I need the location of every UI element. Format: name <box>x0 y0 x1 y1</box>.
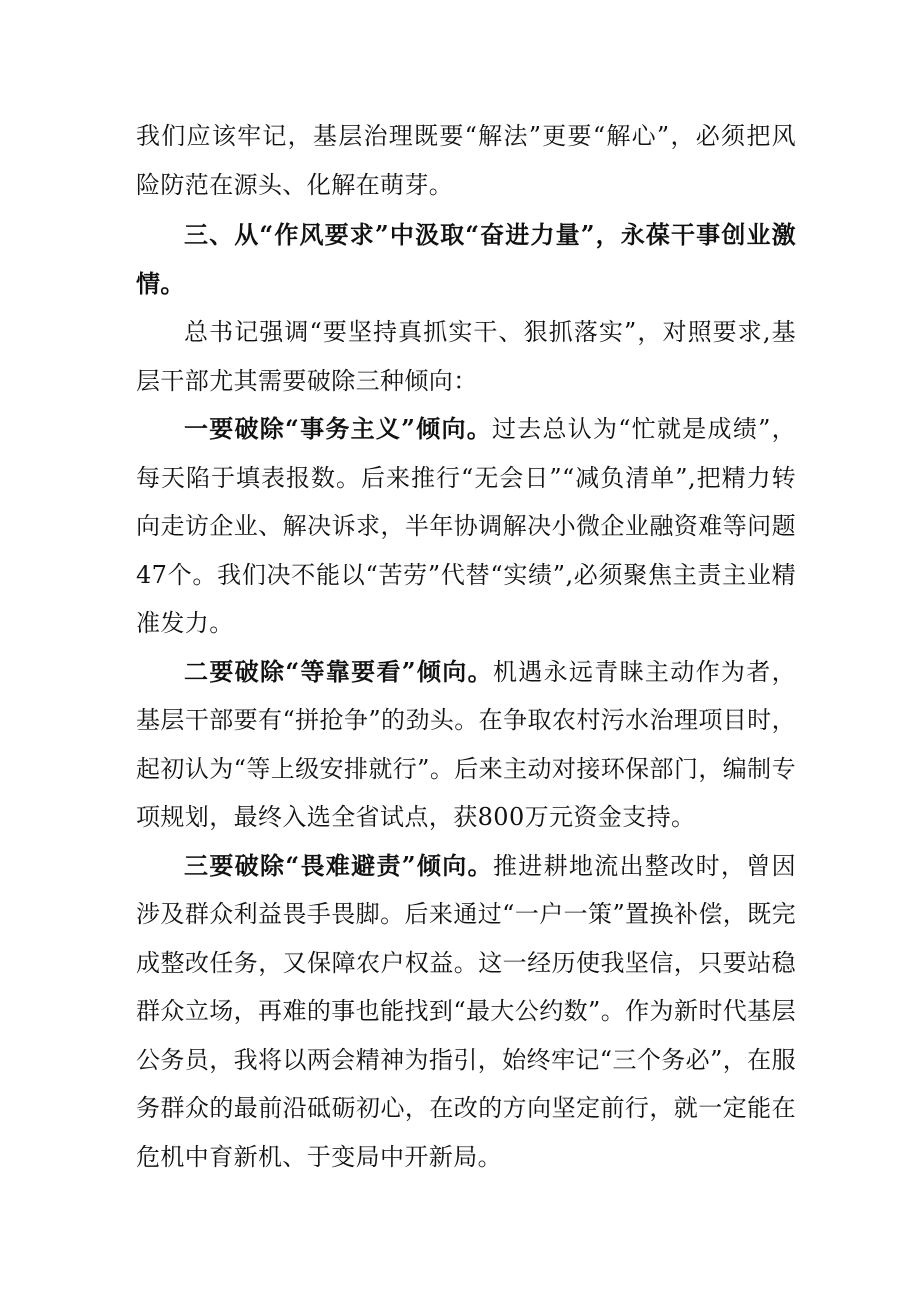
paragraph-point-1 <box>136 405 796 648</box>
paragraph-text: 总书记强调“要坚持真抓实干、狠抓落实”，对照要求,基层干部尤其需要破除三种倾向： <box>136 318 796 395</box>
paragraph-point-2 <box>136 648 796 842</box>
point-lead: 二要破除“等靠要看”倾向。 <box>184 656 493 686</box>
paragraph-point-3 <box>136 842 796 1182</box>
paragraph-text: 我们应该牢记，基层治理既要“解法”更要“解心”，必须把风险防范在源头、化解在萌芽。 <box>136 122 796 199</box>
paragraph-continuation <box>136 112 796 209</box>
point-lead: 一要破除“事务主义”倾向。 <box>184 414 492 443</box>
point-lead: 三要破除“畏难避责”倾向。 <box>184 850 493 880</box>
paragraph-text: 机遇永远青睐主动作为者，基层干部要有“拼抢争”的劲头。在争取农村污水治理项目时，起初认为“等上级安排就行”。后来主动对接环保部门，编制专项规划，最终入选全省试点，获800万元资金支持。 <box>136 657 796 831</box>
paragraph-text: 过去总认为“忙就是成绩”，每天陷于填表报数。后来推行“无会日”“减负清单”,把精力转向走访企业、解决诉求，半年协调解决小微企业融资难等问题47个。我们决不能以“苦劳”代替“实绩”,必须聚焦主责主业精准发力。 <box>136 415 796 637</box>
section-heading-3 <box>136 211 796 308</box>
section-heading-text: 三、从“作风要求”中汲取“奋进力量”，永葆干事创业激情。 <box>136 220 796 298</box>
document-body <box>136 112 796 1181</box>
paragraph-text: 推进耕地流出整改时，曾因涉及群众利益畏手畏脚。后来通过“一户一策”置换补偿，既完成整改任务，又保障农户权益。这一经历使我坚信，只要站稳群众立场，再难的事也能找到“最大公约数”。作为新时代基层公务员，我将以两会精神为指引，始终牢记“三个务必”，在服务群众的最前沿砥砺初心，在改的方向坚定前行，就一定能在危机中育新机、于变局中开新局。 <box>136 851 796 1171</box>
paragraph-intro <box>136 308 796 405</box>
